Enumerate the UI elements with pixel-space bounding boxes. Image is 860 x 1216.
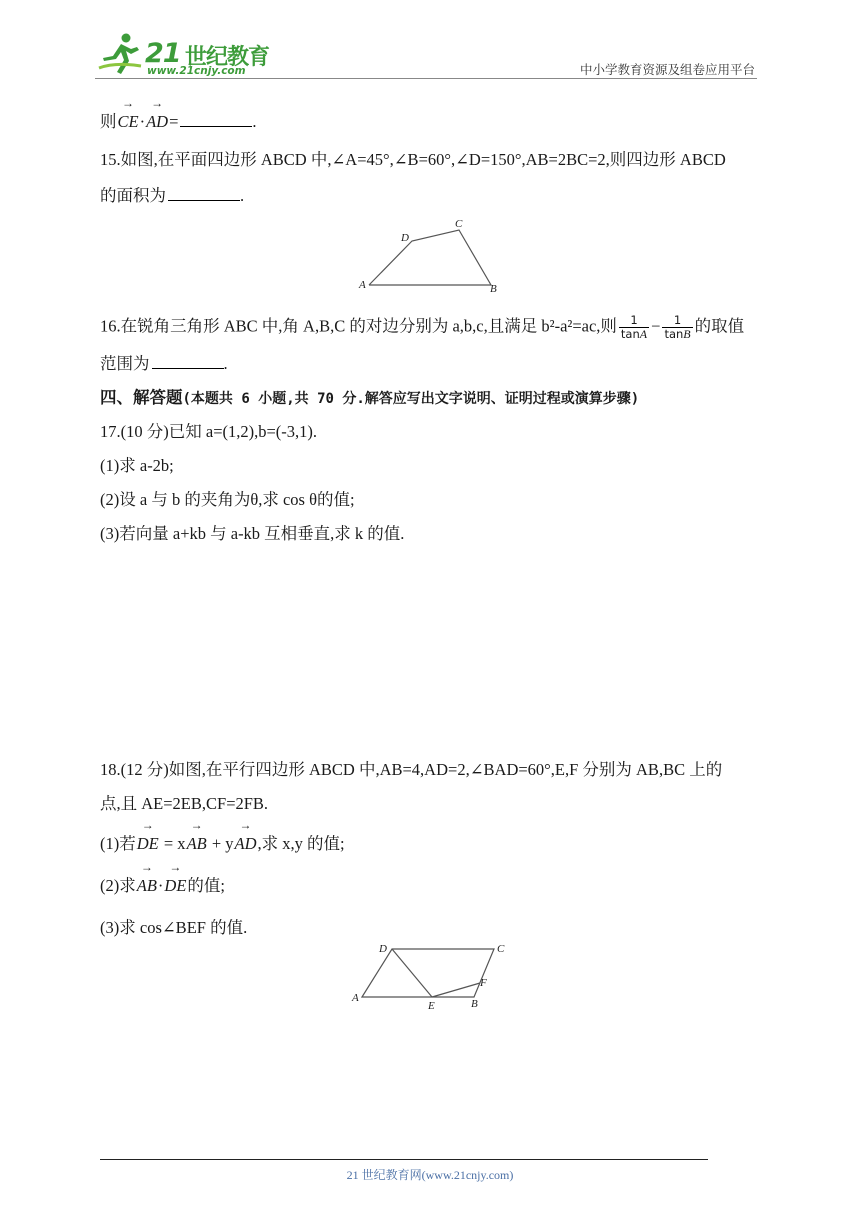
q18-stem-line1: 18.(12 分)如图,在平行四边形 ABCD 中,AB=4,AD=2,∠BAD=60°,E,F 分别为 AB,BC 上的 [100,760,723,779]
q17-part2: (2)设 a 与 b 的夹角为θ,求 cos θ的值; [100,490,355,509]
segment-ef [432,983,480,997]
q14-equals: = [169,112,179,131]
label-a: A [352,992,359,1004]
q15-text-line2 [100,184,244,208]
runner-icon [95,32,145,78]
fraction-one-over-tan-b [662,314,692,341]
label-a: A [359,279,366,291]
frac2-var: B [683,327,691,341]
quadrilateral-figure [355,214,505,296]
q17-stem: 17.(10 分)已知 a=(1,2),b=(-3,1). [100,422,318,441]
label-e: E [428,1000,435,1012]
q18-stem-line2: 点,且 AE=2EB,CF=2FB. [100,794,269,813]
q18-part1-eq: = x [159,834,186,853]
frac1-denominator [619,328,649,341]
vector-de: → DE [163,874,187,898]
label-c: C [497,943,505,955]
q16-end: . [223,354,228,373]
frac2-denominator [662,328,692,341]
frac1-var: A [639,327,648,341]
q14-end: . [252,112,257,131]
q16-suffix: 的取值 [694,316,745,336]
q18-part3: (3)求 cos∠BEF 的值. [100,918,248,937]
label-b: B [490,283,497,295]
logo-url: www.21cnjy.com [147,65,246,77]
q18-part1 [100,832,345,856]
q15-text-line1: 15.如图,在平面四边形 ABCD 中,∠A=45°,∠B=60°,∠D=150°,AB=2BC=2,则四边形 ABCD [100,150,726,169]
section-title: 四、解答题 [100,388,183,407]
q18-part1-plus: + y [207,834,234,853]
quadrilateral-outline [369,230,491,285]
label-f: F [480,977,487,989]
vector-ad: → AD [145,110,169,134]
vector-ab: → AB [186,832,208,856]
q16-text-line2 [100,352,228,376]
footer-link[interactable]: 21 世纪教育网(www.21cnjy.com) [346,1168,514,1182]
logo-number: 21 [145,38,181,69]
header-divider [95,78,757,79]
fraction-one-over-tan-a [619,314,649,341]
q16-text: 16.在锐角三角形 ABC 中,角 A,B,C 的对边分别为 a,b,c,且满足 b²-a²=ac,则 [100,316,617,336]
parallelogram-outline [362,949,494,997]
q15-end: . [240,186,245,205]
answer-blank[interactable] [180,110,252,127]
q17-part3: (3)若向量 a+kb 与 a-kb 互相垂直,求 k 的值. [100,524,405,543]
q18-part2-suffix: 的值; [187,876,226,895]
q14-answer-line [100,110,257,134]
answer-blank[interactable] [168,184,240,201]
q15-prompt: 的面积为 [100,186,166,205]
q16-text-line1 [100,314,744,341]
logo-text: 世纪教育 [185,45,270,70]
label-d: D [401,232,409,244]
segment-de [392,949,432,997]
q18-part2 [100,874,225,898]
label-d: D [379,943,387,955]
q18-part2-dot: · [157,876,164,895]
section-heading [100,386,639,411]
q18-part2-prefix: (2)求 [100,876,136,895]
q17-part1: (1)求 a-2b; [100,456,174,475]
label-c: C [455,218,463,230]
vector-ad: → AD [234,832,258,856]
minus-sign: − [651,316,661,336]
frac2-fn: tan [664,327,684,341]
frac1-fn: tan [620,327,640,341]
label-b: B [471,998,478,1010]
answer-blank[interactable] [152,352,224,369]
page-header [95,32,757,80]
vector-ab: → AB [136,874,158,898]
site-logo[interactable] [95,32,270,80]
section-note: (本题共 6 小题,共 70 分.解答应写出文字说明、证明过程或演算步骤) [182,391,640,407]
vector-de: → DE [136,832,160,856]
frac2-numerator: 1 [662,314,692,328]
platform-name: 中小学教育资源及组卷应用平台 [579,62,755,77]
q18-part1-prefix: (1)若 [100,834,136,853]
q14-prefix: 则 [100,112,117,131]
parallelogram-figure [350,938,515,1014]
footer-divider [100,1159,708,1160]
q16-prompt: 范围为 [100,354,150,373]
q18-part1-suffix: ,求 x,y 的值; [257,834,345,853]
vector-ce: → CE [117,110,140,134]
q14-dot: · [139,112,146,131]
frac1-numerator: 1 [619,314,649,328]
